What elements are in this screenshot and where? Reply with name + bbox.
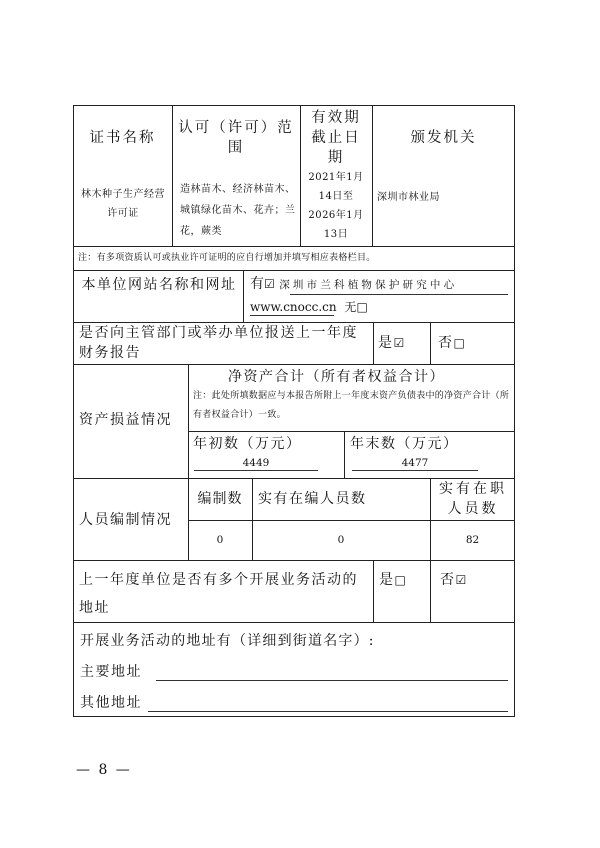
website-has-label: 有 [250,276,264,292]
checkbox-icon[interactable]: □ [394,573,408,587]
checkbox-icon[interactable]: ☑ [393,336,406,350]
checkbox-icon[interactable]: □ [356,300,368,314]
divider [73,364,515,365]
main-address-underline [156,680,508,681]
divider [300,105,301,246]
divider [73,622,515,623]
divider [430,560,431,622]
end-value: 4477 [401,457,429,469]
staffing-col1-value: 0 [216,534,224,546]
begin-underline [194,470,318,471]
finance-no-label: 否 [438,335,454,351]
cert-scope: 造林苗木、经济林苗木、城镇绿化苗木、花卉；兰花，蕨类 [180,184,296,237]
cert-expiry-line: 2021年1月 [308,172,364,183]
website-name-underline [290,294,508,295]
divider [373,560,374,622]
end-underline [352,470,478,471]
checkbox-icon[interactable]: ☑ [264,277,275,291]
cert-issuer: 深圳市林业局 [377,192,440,203]
website-url-underline [250,315,334,316]
staffing-col2-header: 实有在编人员数 [258,491,367,507]
divider [188,364,189,478]
staffing-col2-value: 0 [337,534,345,546]
net-assets-title: 净资产合计（所有者权益合计） [228,369,445,385]
staffing-col3-value: 82 [465,534,480,546]
other-address-label: 其他地址 [80,695,142,711]
cert-name: 林木种子生产经营许可证 [81,189,165,219]
website-url-row [250,298,368,316]
begin-value: 4449 [242,457,270,469]
staffing-label: 人员编制情况 [79,512,172,528]
other-address-underline [148,711,508,712]
divider [430,478,431,560]
website-none-label: 无 [344,300,357,314]
multi-yes-option[interactable] [379,570,407,590]
cert-expiry-line: 13日 [323,229,349,240]
finance-no-option[interactable] [438,333,466,353]
divider [188,431,515,432]
main-address-label: 主要地址 [80,664,142,680]
divider [73,270,515,271]
addresses-title: 开展业务活动的地址有（详细到街道名字）: [80,633,375,649]
finance-yes-label: 是 [378,335,394,351]
cert-note: 注：有多项资质认可或执业许可证明的应自行增加并填写相应表格栏目。 [78,253,376,263]
cert-expiry-line: 14日至 [318,191,354,202]
header-scope: 认可（许可）范围 [178,120,294,156]
header-cert-name: 证书名称 [89,130,156,146]
checkbox-icon[interactable]: □ [453,336,467,350]
divider [73,246,515,247]
staffing-col3-header: 实有在职人员数 [439,481,507,517]
staffing-col1-header: 编制数 [197,491,243,507]
divider [172,105,173,246]
divider [243,270,244,322]
header-expiry: 有效期截止日期 [311,110,361,166]
checkbox-icon[interactable]: ☑ [455,573,468,587]
website-url[interactable]: www.cnocc.cn [250,300,337,314]
assets-note: 注：此处所填数据应与本报告所附上一年度末资产负债表中的净资产合计（所有者权益合计）一致。 [193,391,510,420]
website-name: 深圳市兰科植物保护研究中心 [279,279,458,291]
divider [430,322,431,364]
page-number: — 8 — [76,762,132,778]
divider [73,560,515,561]
header-issuer: 颁发机关 [410,130,477,146]
assets-label: 资产损益情况 [79,412,172,428]
divider [373,322,374,364]
multi-no-option[interactable] [440,570,468,590]
finance-report-question: 是否向主管部门或举办单位报送上一年度财务报告 [79,325,358,361]
multi-no-label: 否 [440,572,456,588]
cert-expiry [302,168,370,244]
website-label: 本单位网站名称和网址 [81,277,237,293]
divider [344,431,345,478]
divider [188,520,515,521]
multi-yes-label: 是 [379,572,395,588]
divider [252,478,253,560]
finance-yes-option[interactable] [378,333,406,353]
website-has-row [250,274,512,295]
multi-address-question: 上一年度单位是否有多个开展业务活动的地址 [79,572,358,616]
cert-expiry-line: 2026年1月 [308,210,364,221]
divider [372,105,373,246]
begin-label: 年初数（万元） [193,436,302,452]
end-label: 年末数（万元） [350,436,459,452]
